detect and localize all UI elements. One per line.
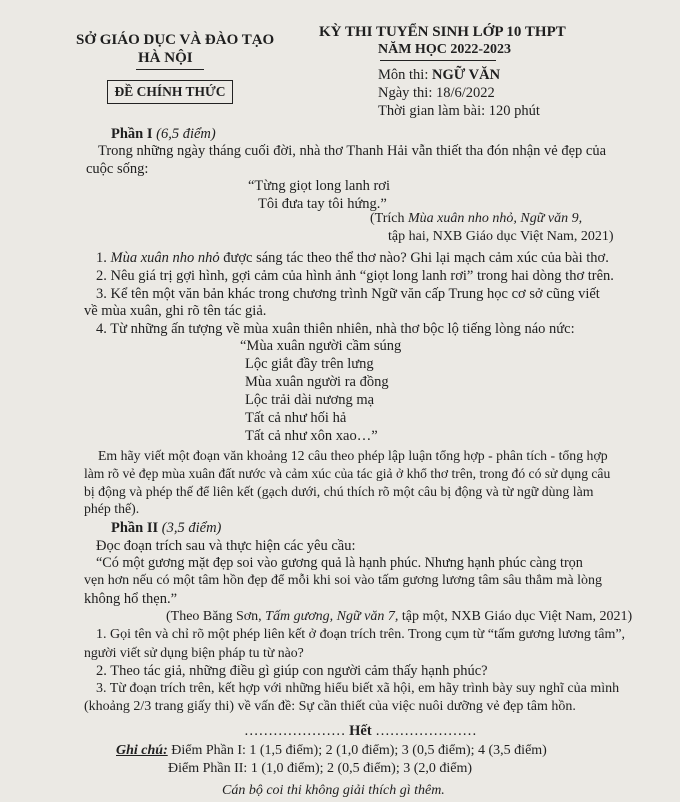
verse-line-2: Tôi đưa tay tôi hứng.” [258,196,387,212]
exam-title: KỲ THI TUYỂN SINH LỚP 10 THPT [319,24,566,40]
part1-intro-line2: cuộc sống: [86,161,149,177]
score-note-line2: Điểm Phần II: 1 (1,0 điểm); 2 (0,5 điểm); 3 (2,0 điểm) [168,761,473,776]
subject-name: NGỮ VĂN [431,67,501,83]
part2-source: (Theo Băng Sơn, Tấm gương, Ngữ văn 7, tập một, NXB Giáo dục Việt Nam, 2021) [166,609,633,624]
subject-line: Môn thi: NGỮ VĂN [378,67,501,83]
part1-question-4: 4. Từ những ấn tượng về mùa xuân thiên nhiên, nhà thơ bộc lộ tiếng lòng náo nức: [96,321,575,337]
poem-line-6: Tất cả như xôn xao…” [245,428,378,444]
part2-intro: Đọc đoạn trích sau và thực hiện các yêu cầu: [96,538,356,554]
part2-question-3-line1: 3. Từ đoạn trích trên, kết hợp với những hiểu biết xã hội, em hãy trình bày suy nghĩ của mình [96,681,620,696]
score-note-line1: Ghi chú: Điểm Phần I: 1 (1,5 điểm); 2 (1,0 điểm); 3 (0,5 điểm); 4 (3,5 điểm) [116,743,547,758]
part1-source-line1: (Trích Mùa xuân nho nhỏ, Ngữ văn 9, [370,211,583,226]
poem-line-5: Tất cả như hối hả [245,410,347,426]
part1-question-3-line2: về mùa xuân, ghi rõ tên tác giả. [84,303,267,319]
part2-question-2: 2. Theo tác giả, những điều gì giúp con người cảm thấy hạnh phúc? [96,663,488,679]
part1-question-1: 1. Mùa xuân nho nhỏ được sáng tác theo thể thơ nào? Ghi lại mạch cảm xúc của bài thơ. [96,250,609,266]
part1-heading: Phần I (6,5 điểm) [111,126,216,142]
part2-question-1-line1: 1. Gọi tên và chỉ rõ một phép liên kết ở đoạn trích trên. Trong cụm từ “tấm gương lương tâm”, [96,627,626,642]
school-year: NĂM HỌC 2022-2023 [378,42,511,57]
part1-task-line2: làm rõ vẻ đẹp mùa xuân đất nước và cảm xúc của tác giả ở khổ thơ trên, trong đó có sử dụng câu [84,466,611,481]
part2-quote-line3: không hổ thẹn.” [84,591,178,607]
part1-question-3-line1: 3. Kể tên một văn bản khác trong chương trình Ngữ văn cấp Trung học cơ sở cũng viết [96,286,600,302]
part2-heading: Phần II (3,5 điểm) [111,520,222,536]
poem-line-2: Lộc giắt đầy trên lưng [245,356,374,372]
poem-line-4: Lộc trải dài nương mạ [245,392,375,408]
exam-duration: Thời gian làm bài: 120 phút [378,103,540,119]
part2-quote-line2: vẹn hơn nếu có một tâm hồn đẹp để mỗi khi soi vào tấm gương lương tâm sâu thẳm mà lòng [84,573,602,588]
department-line-1: SỞ GIÁO DỤC VÀ ĐÀO TẠO [76,32,275,48]
end-marker: ………………… Hết ………………… [244,723,477,739]
part2-question-1-line2: người viết sử dụng biện pháp tu từ nào? [84,645,304,660]
official-badge: ĐỀ CHÍNH THỨC [107,80,233,104]
part1-source-line2: tập hai, NXB Giáo dục Việt Nam, 2021) [388,229,614,244]
part1-intro-line1: Trong những ngày tháng cuối đời, nhà thơ Thanh Hải vẫn thiết tha đón nhận vẻ đẹp của [98,143,607,159]
part1-task-line1: Em hãy viết một đoạn văn khoảng 12 câu theo phép lập luận tổng hợp - phân tích - tổng hợp [98,448,608,463]
verse-line-1: “Từng giọt long lanh rơi [248,178,390,194]
exam-date: Ngày thi: 18/6/2022 [378,85,495,101]
poem-line-1: “Mùa xuân người cầm súng [240,338,402,354]
department-line-2: HÀ NỘI [138,50,193,66]
note-label: Ghi chú: [116,743,168,758]
part1-task-line4: phép thế). [84,501,140,516]
closing-line: Cán bộ coi thi không giải thích gì thêm. [222,783,445,798]
part1-task-line3: bị động và phép thế để liên kết (gạch dưới, chú thích rõ một câu bị động và từ ngữ dùng làm [84,484,594,499]
part2-question-3-line2: (khoảng 2/3 trang giấy thi) về vấn đề: Sự cần thiết của việc nuôi dưỡng vẻ đẹp tâm hồn. [84,699,576,714]
header-underline [136,69,204,70]
part2-quote-line1: “Có một gương mặt đẹp soi vào gương quả là hạnh phúc. Nhưng hạnh phúc càng trọn [96,555,583,571]
poem-line-3: Mùa xuân người ra đồng [245,374,389,390]
year-underline [380,60,496,61]
part1-question-2: 2. Nêu giá trị gợi hình, gợi cảm của hình ảnh “giọt long lanh rơi” trong hai dòng thơ trên. [96,268,614,284]
